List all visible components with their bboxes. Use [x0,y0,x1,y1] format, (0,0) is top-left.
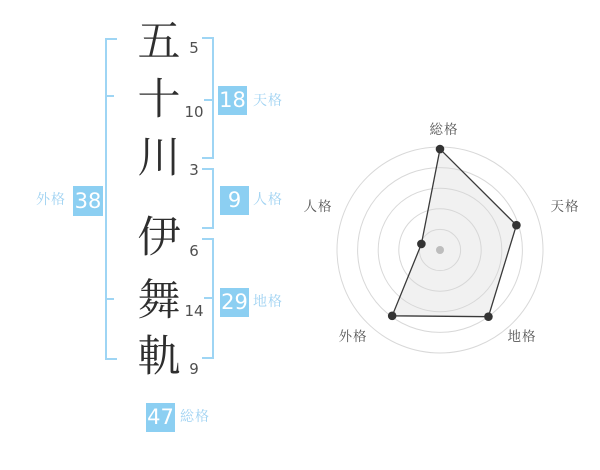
radar-data-point [417,240,426,249]
soukaku-label: 総格 [180,409,210,425]
gaikaku-label: 外格 [36,192,66,208]
stroke-count: 14 [184,302,204,320]
radar-axis-label: 地格 [507,329,537,345]
name-char: 舞 [137,276,181,326]
radar-axis-label: 天格 [550,199,580,215]
radar-grid-ring [337,147,543,353]
stroke-count: 9 [189,360,199,378]
name-char: 川 [137,133,181,183]
radar-grid-ring [419,229,460,270]
stroke-count: 5 [189,39,199,57]
radar-data-point [484,312,493,321]
radar-data-point [436,145,445,154]
stroke-count: 10 [184,103,204,121]
stroke-count: 3 [189,161,199,179]
radar-grid-ring [378,188,502,312]
name-char: 軌 [137,332,181,382]
name-char: 伊 [137,213,181,263]
name-char: 五 [137,17,181,67]
jinkaku-value-badge: 9 [220,186,249,215]
jinkaku-label: 人格 [253,192,283,208]
radar-data-point [512,221,521,230]
tenkaku-value-badge: 18 [218,86,247,115]
chikaku-value-badge: 29 [220,288,249,317]
radar-center-dot [436,246,444,254]
radar-data-point [388,312,397,321]
radar-axis-label: 外格 [338,329,368,345]
radar-axis-label: 人格 [303,199,333,215]
radar-axis-label: 総格 [429,122,459,138]
soukaku-value-badge: 47 [146,403,175,432]
stroke-count: 6 [189,242,199,260]
radar-data-polygon [392,149,516,317]
chikaku-label: 地格 [253,294,283,310]
radar-grid-ring [399,209,481,291]
tenkaku-label: 天格 [253,93,283,109]
name-char: 十 [137,75,181,125]
gaikaku-value-badge: 38 [73,186,103,216]
radar-grid-ring [358,168,523,333]
